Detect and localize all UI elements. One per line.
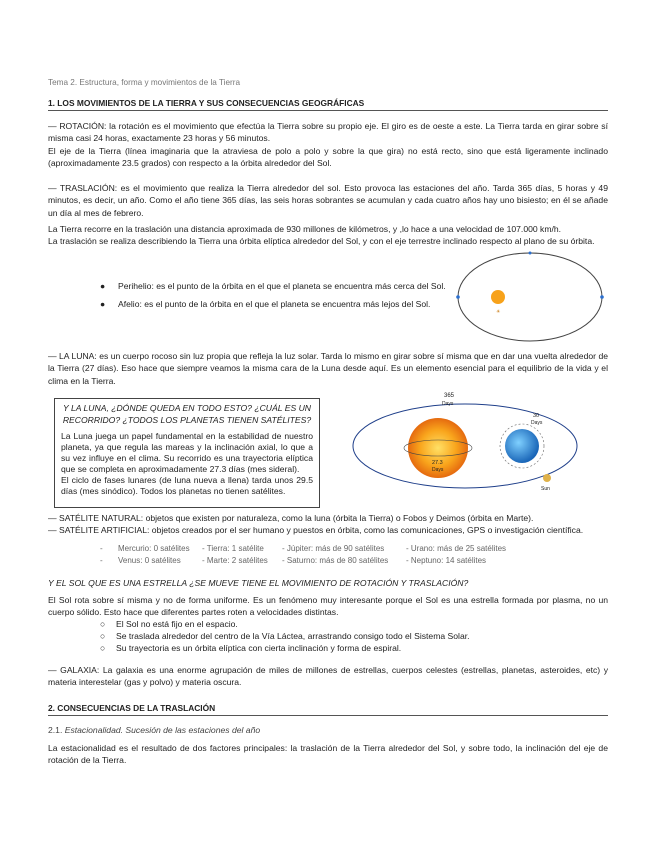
planets-row-1: - Mercurio: 0 satélites - Tierra: 1 satélite - Júpiter: más de 90 satélites - Urano: más de 25 satélites <box>100 544 507 553</box>
earth-top-icon <box>529 252 532 255</box>
satelite-artificial: — SATÉLITE ARTIFICIAL: objetos creados por el ser humano y puestos en órbita, como las comunicaciones, GPS o investigación científica. <box>48 525 584 535</box>
sol-point-3: ○ Su trayectoria es un órbita elíptica con cierta inclinación y forma de espiral. <box>100 643 402 653</box>
sol-paragraph: El Sol rota sobre sí misma y no de forma uniforme. Es un fenómeno muy interesante porque el Sol es una estrella formada por plasma, no un cuerpo sólido. Esto hace que diferentes partes roten a velocidades distintas. <box>48 595 608 618</box>
planet-marte: - Marte: 2 satélites <box>202 556 268 565</box>
earth-days-number: 27.3 <box>432 460 443 466</box>
box-title-line-2: RECORRIDO? ¿TODOS LOS PLANETAS TIENEN SATÉLITES? <box>62 414 312 425</box>
orbit-path <box>458 253 602 341</box>
sun-icon <box>491 290 505 304</box>
luna-info-box <box>54 398 320 508</box>
circle-bullet-icon: ○ <box>100 643 106 653</box>
subsection-2-1 <box>48 724 608 736</box>
box-title-line-1: Y LA LUNA, ¿DÓNDE QUEDA EN TODO ESTO? ¿CUÁL ES UN <box>62 403 311 413</box>
planet-urano: - Urano: más de 25 satélites <box>406 544 507 553</box>
planet-jupiter: - Júpiter: más de 90 satélites <box>282 544 385 553</box>
section-1-rule <box>48 110 608 111</box>
planet-saturno: - Saturno: más de 80 satélites <box>282 556 389 565</box>
traslacion-paragraph: — TRASLACIÓN: es el movimiento que realiza la Tierra alrededor del sol. Esto provoca las estaciones del año. Tarda 365 días, 5 horas y 49 minutos, es decir, un año. Como el año tiene 365 días, las seis horas sobrantes se acumulan y cada cuatro años hay uno bisiesto; en él se añade un día al mes de febrero. <box>48 183 608 218</box>
perihelio-item <box>100 280 450 292</box>
perihelio-text: Perihelio: es el punto de la órbita en el que el planeta se encuentra más cerca del Sol. <box>118 281 446 291</box>
satelite-natural: — SATÉLITE NATURAL: objetos que existen por naturaleza, como la luna (órbita la Tierra) o Fobos y Deimos (órbita en Marte). <box>48 513 534 523</box>
document-header: Tema 2. Estructura, forma y movimientos de la Tierra <box>48 78 241 87</box>
moon-icon <box>543 474 551 482</box>
recorrido-line-1: La Tierra recorre en la traslación una distancia aproximada de 930 millones de kilómetros, y ,lo hace a una velocidad de 107.000 km/h. <box>48 224 562 234</box>
section-2-title: 2. CONSECUENCIAS DE LA TRASLACIÓN <box>48 703 216 713</box>
sun-label: ☀ <box>496 309 501 315</box>
section-2-rule <box>48 715 608 716</box>
afelio-text: Afelio: es el punto de la órbita en el que el planeta se encuentra más lejos del Sol. <box>118 299 431 309</box>
planet-tierra: - Tierra: 1 satélite <box>202 544 264 553</box>
sol-question: Y EL SOL QUE ES UNA ESTRELLA ¿SE MUEVE TIENE EL MOVIMIENTO DE ROTACIÓN Y TRASLACIÓN? <box>48 578 469 588</box>
box-text-1: La Luna juega un papel fundamental en la estabilidad de nuestro planeta, ya que regula las mareas y la inclinación axial, lo que a su vez influye en el clima. Su recorrido es una trayectoria elíptica que se completa en aproximadamente 27.3 días (mes sideral). <box>61 431 313 475</box>
eje-paragraph: El eje de la Tierra (línea imaginaria que la atraviesa de polo a polo y sobre la que gira) no está recto, sino que está ligeramente inclinado (aproximadamente 23.5 grados) con respecto a la órbita alrededor del Sol. <box>48 146 608 169</box>
afelio-item <box>100 298 450 310</box>
moon-name-label: Sun <box>541 486 550 492</box>
subsection-title: Estacionalidad. Sucesión de las estaciones del año <box>64 725 261 735</box>
earth-days-unit: Days <box>432 467 444 473</box>
sol-point-1: ○ El Sol no está fijo en el espacio. <box>100 619 238 629</box>
subsection-number: 2.1. <box>48 725 63 735</box>
moon-days-number: 30 <box>533 413 540 419</box>
earth-afelio-icon <box>600 295 604 299</box>
estacionalidad-paragraph: La estacionalidad es el resultado de dos factores principales: la traslación de la Tierra alrededor del Sol, y sobre todo, la inclinación del eje de rotación de la Tierra. <box>48 743 608 766</box>
orbit-ellipse-diagram <box>450 249 610 345</box>
bullet-icon: ● <box>100 281 106 291</box>
sol-point-2: ○ Se traslada alrededor del centro de la Vía Láctea, arrastrando consigo todo el Sistema Solar. <box>100 631 470 641</box>
recorrido-line-2: La traslación se realiza describiendo la Tierra una órbita elíptica alrededor del Sol, y con el eje terrestre inclinado respecto al plano de su órbita. <box>48 236 595 246</box>
moon-days-unit: Days <box>531 420 543 426</box>
luna-paragraph: — LA LUNA: es un cuerpo rocoso sin luz propia que refleja la luz solar. Tarda lo mismo en girar sobre sí misma que en dar una vuelta alrededor de la Tierra (27 días). Eso hace que siempre veamos la misma cara de la Luna desde aquí. Es un elemento esencial para el equilibrio de la vida y el clima en la Tierra. <box>48 351 608 386</box>
planet-mercurio: Mercurio: 0 satélites <box>118 544 190 553</box>
planets-row-2: - Venus: 0 satélites - Marte: 2 satélites - Saturno: más de 80 satélites - Neptuno: 14 satélites <box>100 556 487 565</box>
sun-days-number: 365 <box>444 393 455 399</box>
circle-bullet-icon: ○ <box>100 619 106 629</box>
planet-venus: Venus: 0 satélites <box>118 556 181 565</box>
circle-bullet-icon: ○ <box>100 631 106 641</box>
earth-icon <box>505 429 539 463</box>
rotacion-paragraph: — ROTACIÓN: la rotación es el movimiento que efectúa la Tierra sobre su propio eje. El giro es de oeste a este. La Tierra tarda en girar sobre sí misma casi 24 horas, exactamente 23 horas y 56 minutos. <box>48 121 608 144</box>
sun-earth-moon-diagram <box>350 390 580 502</box>
bullet-icon: ● <box>100 299 106 309</box>
galaxia-paragraph: — GALAXIA: La galaxia es una enorme agrupación de miles de millones de estrellas, cuerpos celestes (estrellas, planetas, asteroides, etc) y materia interestelar (gas y polvo) y materia oscura. <box>48 665 608 688</box>
sun-days-unit: Days <box>442 401 454 407</box>
planet-neptuno: - Neptuno: 14 satélites <box>406 556 487 565</box>
earth-perihelio-icon <box>456 295 460 299</box>
section-1-title: 1. LOS MOVIMIENTOS DE LA TIERRA Y SUS CONSECUENCIAS GEOGRÁFICAS <box>48 98 365 108</box>
box-text-2: El ciclo de fases lunares (de luna nueva a llena) tarda unos 29.5 días (mes sinódico). Todos los planetas no tienen satélites. <box>61 475 313 497</box>
